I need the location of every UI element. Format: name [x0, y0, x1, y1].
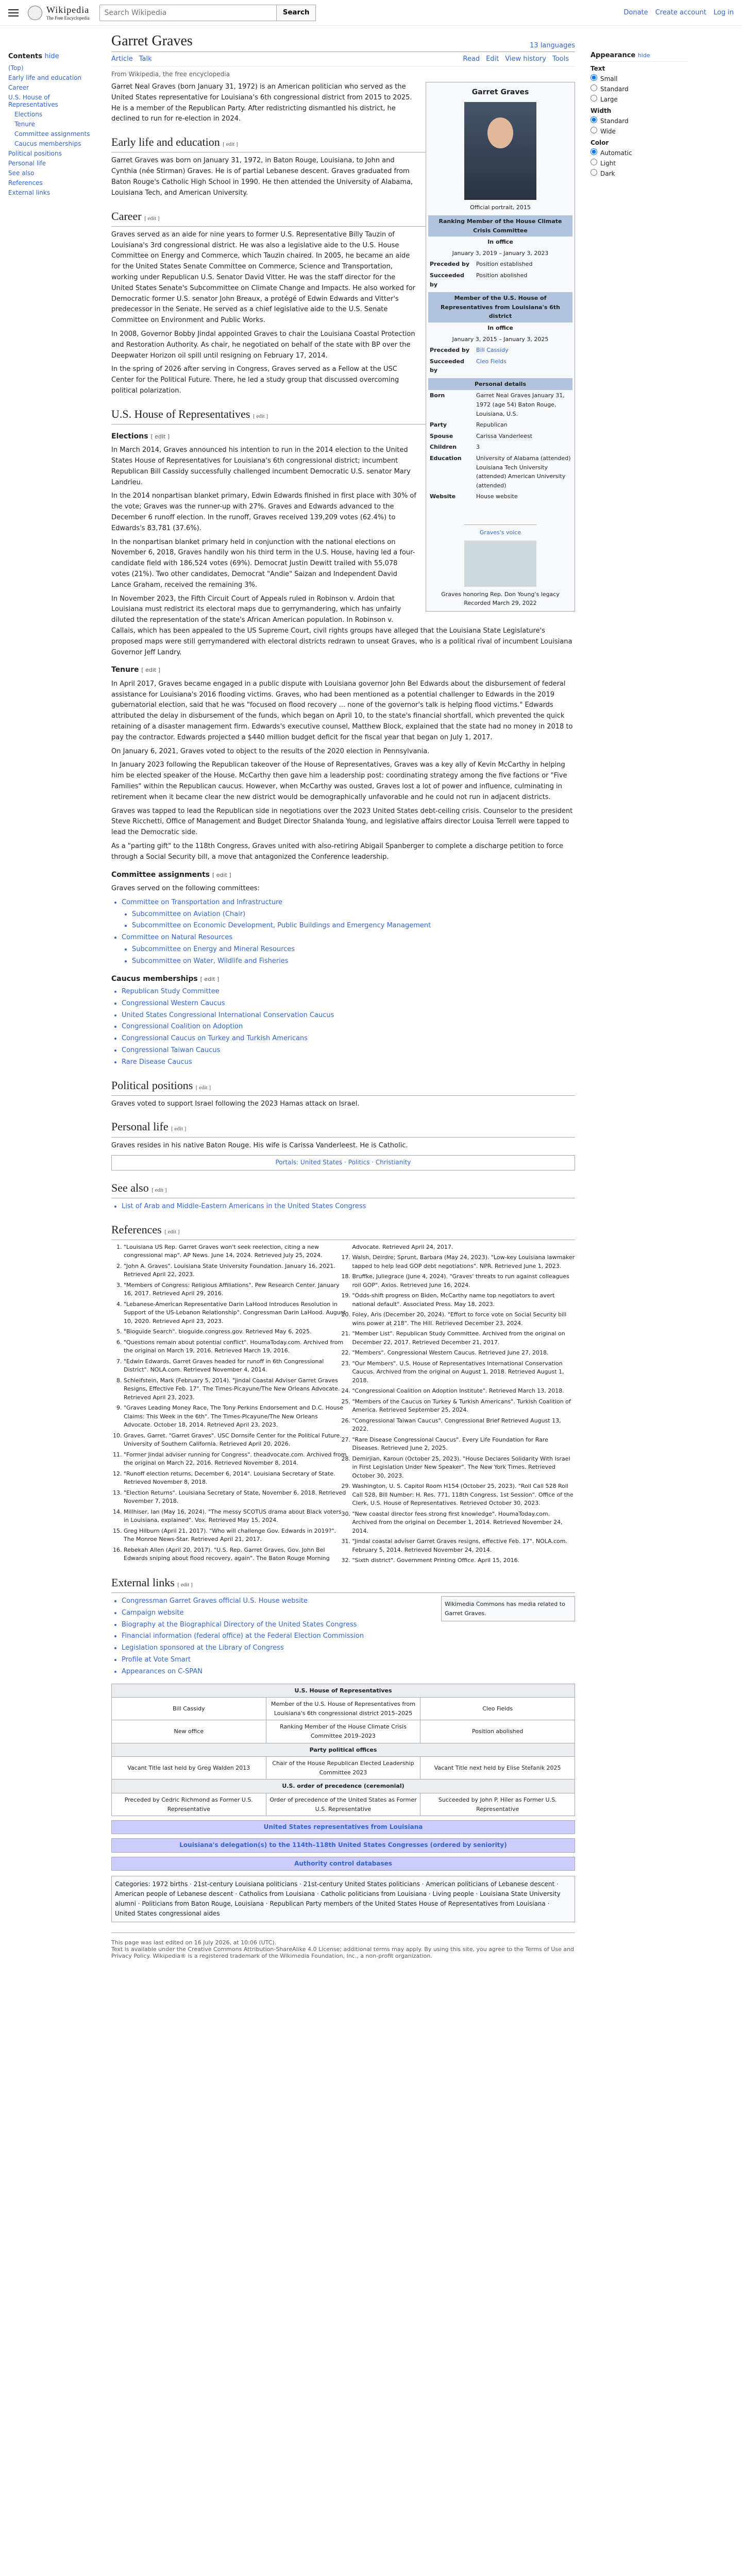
signature [464, 504, 536, 525]
radio-button[interactable] [591, 84, 597, 91]
reference-item: 16. Rebekah Allen (April 20, 2017). "U.S. Rep. Garret Graves, Gov. John Bel Edwards sniping about flood recovery, again". The Baton Rouge Morning Advocate. Retrieved April 24, 2017. [124, 1243, 575, 1565]
navbox [111, 1838, 575, 1852]
reference-item: 25. "Members of the Caucus on Turkey & Turkish Americans". Turkish Coalition of America. Retrieved September 25, 2024. [352, 1398, 576, 1415]
tab[interactable]: Edit [486, 55, 499, 63]
tagline-from: From Wikipedia, the free encyclopedia [111, 71, 230, 78]
infobox-value: Carissa Vanderleest [476, 432, 532, 439]
language-button[interactable]: 13 languages [530, 42, 575, 49]
top-link[interactable]: Donate [623, 9, 648, 16]
toc-item[interactable]: Political positions [8, 150, 62, 157]
appearance-option[interactable] [591, 116, 688, 125]
commons-box[interactable]: Wikimedia Commons has media related to Garret Graves. [441, 1596, 575, 1621]
toc-item[interactable]: Committee assignments [14, 130, 90, 138]
personal-tools [623, 9, 734, 16]
option-label: Large [600, 96, 618, 103]
infobox-value: House website [476, 493, 518, 500]
toc-item[interactable]: Early life and education [8, 74, 82, 81]
reference-item: 29. Washington, U. S. Capitol Room H154 (October 25, 2023). "Roll Call 528 Roll Call 528, Bill Number: H. Res. 771, 118th Congress, 1st Session". Office of the Clerk, U.S. House of Representatives. Retrieved October 30, 2023. [352, 1482, 576, 1508]
toc-item[interactable]: Personal life [8, 160, 46, 167]
search-button[interactable]: Search [276, 5, 316, 21]
tab[interactable]: Talk [139, 55, 152, 63]
reference-item: 6. "Questions remain about potential conflict". HoumaToday.com. Archived from the original on March 19, 2016. Retrieved March 19, 2016. [124, 1338, 347, 1355]
reference-item: 1. "Louisiana US Rep. Garret Graves won't seek reelection, citing a new congressional map". AP News. June 14, 2024. Retrieved July 25, 2024. [124, 1243, 347, 1260]
tab[interactable]: Read [463, 55, 480, 63]
portrait-image[interactable] [464, 102, 536, 200]
search-input[interactable] [100, 5, 276, 21]
reference-item: 10. Graves, Garret. "Garret Graves". USC Dornsife Center for the Political Future. University of Southern California. Retrieved April 20, 2026. [124, 1432, 347, 1449]
menu-icon[interactable] [8, 9, 19, 16]
portrait-caption: Official portrait, 2015 [470, 204, 531, 211]
reference-item: 21. "Member List". Republican Study Committee. Archived from the original on December 22, 2017. Retrieved December 21, 2017. [352, 1330, 576, 1347]
infobox-key: Website [430, 493, 456, 500]
intro: Garret Neal Graves (born January 31, 1972) is an American politician who served as the United States representative for Louisiana's 6th congressional district from 2015 to 2025. He is a member of the Republican Party. After redistricting dismantled his district, he declined to run for re-election in 2024. [111, 83, 412, 123]
reference-item: 15. Greg Hilburn (April 21, 2017). "Who will challenge Gov. Edwards in 2019?". The Monroe News-Star. Retrieved April 21, 2017. [124, 1527, 347, 1544]
reference-item: 30. "New coastal director fees strong first knowledge". HoumaToday.com. Archived from the original on December 1, 2014. Retrieved November 24, 2014. [352, 1510, 576, 1536]
navbox [111, 1857, 575, 1871]
tab[interactable]: Tools [552, 55, 569, 63]
toc-item[interactable]: External links [8, 189, 50, 196]
logo[interactable] [28, 5, 89, 21]
external-link[interactable]: • Legislation sponsored at the Library of Congress [122, 1643, 575, 1654]
external-link[interactable]: • Congressman Garret Graves official U.S. House website [122, 1596, 575, 1607]
tagline: The Free Encyclopedia [46, 15, 90, 21]
reference-item: 22. "Members". Congressional Western Caucus. Retrieved June 27, 2018. [352, 1349, 576, 1358]
toc-item[interactable]: See also [8, 170, 35, 177]
reference-item: 5. "Bioguide Search". bioguide.congress.gov. Retrieved May 6, 2025. [124, 1328, 347, 1336]
office-1[interactable]: Ranking Member of the House Climate Crisis Committee [428, 215, 572, 236]
caucus-item[interactable]: • Congressional Caucus on Turkey and Turkish Americans [122, 1033, 575, 1044]
committee-item[interactable]: • Subcommittee on Aviation (Chair) [132, 909, 575, 920]
tab[interactable]: View history [505, 55, 546, 63]
reference-item: 19. "Odds-shift progress on Biden, McCarthy name top negotiators to avert national default". Associated Press. May 18, 2023. [352, 1292, 576, 1309]
navbox-title[interactable]: Louisiana's delegation(s) to the 114th–118th United States Congresses (ordered by seniority) [112, 1839, 575, 1852]
caucus-item[interactable]: • Congressional Western Caucus [122, 998, 575, 1009]
caucus-item[interactable]: • Congressional Taiwan Caucus [122, 1045, 575, 1056]
toc-item[interactable]: References [8, 179, 43, 187]
office-2[interactable]: Member of the U.S. House of Representatives from Louisiana's 6th district [428, 292, 572, 323]
toc-item[interactable]: Caucus memberships [14, 140, 81, 147]
option-label: Dark [600, 170, 615, 177]
top-link[interactable]: Create account [655, 9, 706, 16]
appearance-option[interactable] [591, 127, 688, 135]
reference-item: 2. "John A. Graves". Louisiana State University Foundation. January 16, 2021. Retrieved April 22, 2023. [124, 1262, 347, 1279]
radio-button[interactable] [591, 159, 597, 165]
infobox-value: Garret Neal Graves January 31, 1972 (age 54) Baton Rouge, Louisiana, U.S. [476, 392, 565, 417]
table-of-contents [8, 26, 101, 1965]
caucus-item[interactable]: • Congressional Coalition on Adoption [122, 1022, 575, 1032]
committee-item[interactable]: • Subcommittee on Economic Development, Public Buildings and Emergency Management [132, 921, 575, 931]
reference-item: 23. "Our Members". U.S. House of Representatives International Conservation Caucus. Archived from the original on August 1, 2018. Retrieved August 1, 2018. [352, 1360, 576, 1385]
infobox-key: Education [430, 455, 462, 462]
reference-item: 12. "Runoff election returns, December 6, 2014". Louisiana Secretary of State. Retrieved November 8, 2018. [124, 1470, 347, 1487]
reference-item: 7. "Edwin Edwards, Garret Graves headed for runoff in 6th Congressional District". NOLA.com. Retrieved November 4, 2014. [124, 1358, 347, 1375]
external-link[interactable]: • Financial information (federal office) at the Federal Election Commission [122, 1631, 575, 1642]
reference-item: 9. "Graves Leading Money Race, The Tony Perkins Endorsement and D.C. House Claims: This Week in the 6th". The Times-Picayune/The New Orleans Advocate. October 18, 2014. Retrieved April 23, 2023. [124, 1404, 347, 1430]
reference-item: 11. "Former Jindal adviser running for Congress". theadvocate.com. Archived from the original on March 22, 2016. Retrieved November 8, 2014. [124, 1451, 347, 1468]
header [0, 0, 742, 26]
references-list [111, 1243, 575, 1565]
tab[interactable]: Article [111, 55, 133, 63]
search-box [99, 5, 316, 21]
external-link[interactable]: • Profile at Vote Smart [122, 1655, 575, 1666]
appearance-option[interactable] [591, 95, 688, 103]
reference-item: 18. Bruffke, Juliegrace (June 4, 2024). "Graves' threats to run against colleagues roil GOP". Axios. Retrieved June 16, 2024. [352, 1273, 576, 1290]
radio-button[interactable] [591, 169, 597, 176]
portals-bar[interactable]: Portals: United States · Politics · Christianity [111, 1155, 575, 1170]
option-label: Wide [600, 128, 616, 135]
external-link[interactable]: • Biography at the Biographical Directory of the United States Congress [122, 1620, 575, 1631]
infobox: Garret Graves Official portrait, 2015 Ranking Member of the House Climate Crisis Committee In office January 3, 2019 – January 3, 2023 Preceded by Position established Succeeded by Position abolished Member of the U.S. House of Representatives from Louisiana's 6th district In office January 3, 2015 – January 3, 2025 Preceded by Bill Cassidy Succeeded by Cleo Fields Personal details Born Garret Neal Graves January 31, 1972 (age 54) Baton Rouge, Louisiana, U.S. Party Republican Spouse Carissa Vanderleest Children 3 Education University of Alabama (attended) Louisiana Tech University (attended) American University (attended) Website House website Graves's voice Graves honoring Rep. Don Young's legacy Recorded March 29, 2022 [426, 82, 575, 612]
caucus-item[interactable]: • United States Congressional International Conservation Caucus [122, 1010, 575, 1021]
succession-box: U.S. House of Representatives Bill Cassidy Member of the U.S. House of Representatives from Louisiana's 6th congressional district 2015–2025 Cleo Fields New office Ranking Member of the House Climate Crisis Committee 2019–2023 Position abolished Party political offices Vacant Title last held by Greg Walden 2013 Chair of the House Republican Elected Leadership Committee 2023 Vacant Title next held by Elise Stefanik 2025 U.S. order of precedence (ceremonial) Preceded by Cedric Richmond as Former U.S. Representative Order of precedence of the United States as Former U.S. Representative Succeeded by John P. Hiler as Former U.S. Representative [111, 1684, 575, 1817]
committee-item[interactable]: • Committee on Transportation and Infrastructure [122, 897, 575, 908]
appearance-option[interactable] [591, 74, 688, 82]
radio-button[interactable] [591, 95, 597, 101]
appearance-option[interactable] [591, 148, 688, 157]
radio-button[interactable] [591, 116, 597, 123]
infobox-key: Party [430, 421, 447, 429]
footer: This page was last edited on 16 July 2026, at 10:06 (UTC). Text is available under the Creative Commons Attribution-ShareAlike 4.0 License; additional terms may apply. By using this site, you agree to the Terms of Use and Privacy Policy. Wikipedia® is a registered trademark of the Wikimedia Foundation, Inc., a non-profit organization. [111, 1933, 575, 1965]
categories[interactable]: Categories: 1972 births · 21st-century Louisiana politicians · 21st-century United States politicians · American politicians of Lebanese descent · American people of Lebanese descent · Catholics from Louisiana · Catholic politicians from Louisiana · Living people · Louisiana State University alumni · Politicians from Baton Rouge, Louisiana · Republican Party members of the United States House of Representatives from Louisiana · United States congressional aides [111, 1876, 575, 1923]
infobox-value: 3 [476, 444, 480, 451]
committee-item[interactable]: • Committee on Natural Resources [122, 933, 575, 943]
infobox-key: Children [430, 444, 457, 451]
navbox [111, 1820, 575, 1834]
reference-item: 26. "Congressional Taiwan Caucus". Congressional Brief Retrieved August 13, 2022. [352, 1417, 576, 1434]
page-title: Garret Graves [111, 33, 193, 49]
reference-item: 27. "Rare Disease Congressional Caucus". Every Life Foundation for Rare Diseases. Retrieved June 2, 2025. [352, 1436, 576, 1453]
committee-item[interactable]: • Subcommittee on Water, Wildlife and Fisheries [132, 956, 575, 967]
toc-title: Contents [8, 53, 42, 60]
infobox-value: Republican [476, 421, 508, 429]
reference-item: 31. "Jindal coastal adviser Garret Graves resigns, effective Feb. 17". NOLA.com. February 5, 2014. Retrieved November 24, 2014. [352, 1537, 576, 1554]
toc-item[interactable]: Elections [14, 111, 43, 118]
appearance-option[interactable] [591, 84, 688, 93]
appearance-panel: Appearance hide Text Small Standard Large Width Standard Wide Color Automatic Light Dark [591, 26, 688, 1965]
infobox-title: Garret Graves [471, 88, 529, 96]
caucus-item[interactable]: • Republican Study Committee [122, 987, 575, 997]
caucus-item[interactable]: • Rare Disease Caucus [122, 1057, 575, 1068]
reference-item: 14. Millhiser, Ian (May 16, 2024). "The messy SCOTUS drama about Black voters in Louisiana, explained". Vox. Retrieved May 15, 2024. [124, 1508, 347, 1525]
appearance-option[interactable] [591, 159, 688, 167]
option-label: Standard [600, 117, 629, 125]
main-content: Garret Graves 13 languages Article Talk Read Edit View history Tools From Wikipedia, the free encyclopedia Garret Graves Official portrait, 2015 Ranking Member of the House Climate Crisis Committee In office January 3, 2019 – January 3, 2023 Preceded by Position established Succeeded by Position abolished Member of the U.S. House of Representatives from Louisiana's 6th district In office January 3, 2015 – January 3, 2025 Preceded by Bill Cassidy Succeeded by Cleo Fields Personal details Born Garret Neal Graves January 31, 1972 (age 54) Baton Rouge, Louisiana, U.S. Party Republican Spouse Carissa Vanderleest Children 3 Education University of Alabama (attended) Louisiana Tech University (attended) American University (attended) Website House website Graves's voice Graves honoring Rep. Don Young's legacy Recorded March 29, 2022 Garret Neal Graves (born January 31, 1972) is an American politician who served as the United States representative for Louisiana's 6th congressional district from 2015 to 2025. He is a member of the Republican Party. After redistricting dismantled his district, he declined to run for re-election in 2024. Early life and education [ edit ] Garret Graves was born on January 31, 1972, in Baton Rouge, Louisiana, to John and Cynthia (née Stirman) Graves. He is of partial Lebanese descent. Graves graduated from Baton Rouge's Catholic High School in 1990. He then attended the University of Alabama, Louisiana Tech, and American University. Career [ edit ] Graves served as an aide for nine years to former U.S. Representative Billy Tauzin of Louisiana's 3rd congressional district. He was also a legislative aide to the U.S. House Committee on Energy and Commerce, which Tauzin chaired. In 2005, he became an aide for the United States Senate Committee on Commerce, Science and Transportation, working under Republican U.S. Senator David Vitter. He was the staff director for the United States Senate's Subcommittee on Climate Change and Impacts. He also worked for Democratic former U.S. senator John Breaux, a protégé of Edwin Edwards and Vitter's predecessor in the Senate. He served as a chief legislative aide to the U.S. Senate Committee on Environment and Public Works. In 2008, Governor Bobby Jindal appointed Graves to chair the Louisiana Coastal Protection and Restoration Authority. As chair, he negotiated on behalf of the state with BP over the Deepwater Horizon oil spill until resigning on February 17, 2014. In the spring of 2026 after serving in Congress, Graves served as a Fellow at the USC Center for the Political Future. There, he led a study group that discussed overcoming political polarization. U.S. House of Representatives [ edit ] Elections [ edit ] In March 2014, Graves announced his intention to run in the 2014 election to the United States House of Representatives for Louisiana's 6th congressional district; incumbent Republican Bill Cassidy successfully challenged incumbent Democratic U.S. senator Mary Landrieu. In the 2014 nonpartisan blanket primary, Edwin Edwards finished in first place with 30% of the vote; Graves was the runner-up with 27%. Graves and Edwards advanced to the December 6 runoff election. In the runoff, Graves received 139,209 votes (62.4%) to Edwards's 83,781 (37.6%). In the nonpartisan blanket primary held in conjunction with the national elections on November 6, 2018, Graves handily won his third term in the U.S. House, having led a four-candidate field with 186,524 votes (69%). Democrat Justin Dewitt trailed with 55,078 votes (21%). Two other candidates, Democrat "Andie" Saizan and Independent David Lance Graham, received the remaining 3%. In November 2023, the Fifth Circuit Court of Appeals ruled in Robinson v. Ardoin that Louisiana must redistrict its electoral maps due to gerrymandering, which has unfairly diluted the representation of the state's African American population. In Robinson v. Callais, which has been appealed to the US Supreme Court, civil rights groups have alleged that the Louisiana State Legislature's proposed maps were still gerrymandered with electoral districts redrawn to unseat Graves, who is a political rival of incumbent Louisiana Governor Jeff Landry. Tenure [ edit ] In April 2017, Graves became engaged in a public dispute with Louisiana governor John Bel Edwards about the disbursement of federal assistance for Louisiana's 2016 flooding victims. Graves, who had been mentioned as a potential challenger to Edwards in the 2019 gubernatorial election, said that he was "focused on flood recovery ... none of the governor's talk is helping flood victims." Edwards attributed the delay in disbursement of the funds, which began on April 10, to the state's financial shortfall, which prevented the quick retaining of a disaster management firm. Edwards's executive counsel, Matthew Block, explained that the state had no money in 2018 to pay the contractor. Edwards projected a $440 million budget deficit for the fiscal year that began on July 1, 2017. On January 6, 2021, Graves voted to object to the results of the 2020 election in Pennsylvania. In January 2023 following the Republican takeover of the House of Representatives, Graves was a key ally of Kevin McCarthy in helping him be elected speaker of the House. McCarthy then gave him a leadership post: coordinating strategy among the five factions or "Five Families" within the Republican caucus. However, when McCarthy was ousted, Graves lost a lot of power and influence, culminating in retirement when it became clear the new district would be demographically unfavorable and he could not run in adjacent districts. Graves was tapped to lead the Republican side in negotiations over the 2023 United States debt-ceiling crisis. Counselor to the president Steve Ricchetti, Office of Management and Budget Director Shalanda Young, and legislative affairs director Louisa Terrell were tapped to lead the Democratic side. As a "parting gift" to the 118th Congress, Graves united with also-retiring Abigail Spanberger to complete a discharge petition to force through a Social Security bill, a move that antagonized the Conference leadership. Committee assignments [ edit ] Graves served on the following committees: • Committee on Transportation and Infrastructure • Subcommittee on Aviation (Chair) • Subcommittee on Economic Development, Public Buildings and Emergency Management • Committee on Natural Resources • Subcommittee on Energy and Mineral Resources • Subcommittee on Water, Wildlife and Fisheries Caucus memberships [ edit ] • Republican Study Committee • Congressional Western Caucus • United States Congressional International Conservation Caucus • Congressional Coalition on Adoption • Congressional Caucus on Turkey and Turkish Americans • Congressional Taiwan Caucus • Rare Disease Caucus Political positions [ edit ] Graves voted to support Israel following the 2023 Hamas attack on Israel. Personal life [ edit ] Graves resides in his native Baton Rouge. His wife is Carissa Vanderleest. He is Catholic. Portals: United States · Politics · Christianity See also [ edit ] • List of Arab and Middle-Eastern Americans in the United States Congress References [ edit ] 1. "Louisiana US Rep. Garret Graves won't seek reelection, citing a new congressional map". AP News. June 14, 2024. Retrieved July 25, 2024. 2. "John A. Graves". Louisiana State University Foundation. January 16, 2021. Retrieved April 22, 2023. 3. "Members of Congress: Religious Affiliations". Pew Research Center. January 16, 2017. Retrieved April 29, 2016. 4. "Lebanese-American Representative Darin LaHood Introduces Resolution in Support of the US-Lebanon Relationship". Congressman Darin LaHood. August 10, 2020. Retrieved April 23, 2023. 5. "Bioguide Search". bioguide.congress.gov. Retrieved May 6, 2025. 6. "Questions remain about potential conflict". HoumaToday.com. Archived from the original on March 19, 2016. Retrieved March 19, 2016. 7. "Edwin Edwards, Garret Graves headed for runoff in 6th Congressional District". NOLA.com. Retrieved November 4, 2014. 8. Schleifstein, Mark (February 5, 2014). "Jindal Coastal Adviser Garret Graves Resigns, Effective Feb. 17". The Times-Picayune/The New Orleans Advocate. Retrieved April 23, 2023. 9. "Graves Leading Money Race, The Tony Perkins Endorsement and D.C. House Claims: This Week in the 6th". The Times-Picayune/The New Orleans Advocate. October 18, 2014. Retrieved April 23, 2023. 10. Graves, Garret. "Garret Graves". USC Dornsife Center for the Political Future. University of Southern California. Retrieved April 20, 2026. 11. "Former Jindal adviser running for Congress". theadvocate.com. Archived from the original on March 22, 2016. Retrieved November 8, 2014. 12. "Runoff election returns, December 6, 2014". Louisiana Secretary of State. Retrieved November 8, 2018. 13. "Election Returns". Louisiana Secretary of State, November 6, 2018. Retrieved November 7, 2018. 14. Millhiser, Ian (May 16, 2024). "The messy SCOTUS drama about Black voters in Louisiana, explained". Vox. Retrieved May 15, 2024. 15. Greg Hilburn (April 21, 2017). "Who will challenge Gov. Edwards in 2019?". The Monroe News-Star. Retrieved April 21, 2017. 16. Rebekah Allen (April 20, 2017). "U.S. Rep. Garret Graves, Gov. John Bel Edwards sniping about flood recovery, again". The Baton Rouge Morning Advocate. Retrieved April 24, 2017. 17. Walsh, Deirdre; Sprunt, Barbara (May 24, 2023). "Low-key Louisiana lawmaker tapped to help lead GOP debt negotiations". NPR. Retrieved June 1, 2023. 18. Bruffke, Juliegrace (June 4, 2024). "Graves' threats to run against colleagues roil GOP". Axios. Retrieved June 16, 2024. 19. "Odds-shift progress on Biden, McCarthy name top negotiators to avert national default". Associated Press. May 18, 2023. 20. Foley, Aris (December 20, 2024). "Effort to force vote on Social Security bill wins power at 218". The Hill. Retrieved December 23, 2024. 21. "Member List". Republican Study Committee. Archived from the original on December 22, 2017. Retrieved December 21, 2017. 22. "Members". Congressional Western Caucus. Retrieved June 27, 2018. 23. "Our Members". U.S. House of Representatives International Conservation Caucus. Archived from the original on August 1, 2018. Retrieved August 1, 2018. 24. "Congressional Coalition on Adoption Institute". Retrieved March 13, 2018. 25. "Members of the Caucus on Turkey & Turkish Americans". Turkish Coalition of America. Retrieved September 25, 2024. 26. "Congressional Taiwan Caucus". Congressional Brief Retrieved August 13, 2022. 27. "Rare Disease Congressional Caucus". Every Life Foundation for Rare Diseases. Retrieved June 2, 2025. 28. Demirjian, Karoun (October 25, 2023). "House Declares Solidarity With Israel in First Legislation Under New Speaker". The New York Times. Retrieved October 30, 2023. 29. Washington, U. S. Capitol Room H154 (October 25, 2023). "Roll Call 528 Roll Call 528, Bill Number: H. Res. 771, 118th Congress, 1st Session". Office of the Clerk, U.S. House of Representatives. Retrieved October 30, 2023. 30. "New coastal director fees strong first knowledge". HoumaToday.com. Archived from the original on December 1, 2014. Retrieved November 24, 2014. 31. "Jindal coastal adviser Garret Graves resigns, effective Feb. 17". NOLA.com. February 5, 2014. Retrieved November 24, 2014. 32. "Sixth district". Government Printing Office. April 15, 2016. External links [ edit ] Wikimedia Commons has media related to Garret Graves. • Congressman Garret Graves official U.S. House website • Campaign website • Biography at the Biographical Directory of the United States Congress • Financial information (federal office) at the Federal Election Commission • Legislation sponsored at the Library of Congress • Profile at Vote Smart • Appearances on C-SPAN U.S. House of Representatives Bill Cassidy Member of the U.S. House of Representatives from Louisiana's 6th congressional district 2015–2025 Cleo Fields New office Ranking Member of the House Climate Crisis Committee 2019–2023 Position abolished Party political offices Vacant Title last held by Greg Walden 2013 Chair of the House Republican Elected Leadership Committee 2023 Vacant Title next held by Elise Stefanik 2025 U.S. order of precedence (ceremonial) Preceded by Cedric Richmond as Former U.S. Representative Order of precedence of the United States as Former U.S. Representative Succeeded by John P. Hiler as Former U.S. Representative United States representatives from Louisiana Louisiana's delegation(s) to the 114th–118th United States Congresses (ordered by seniority) Authority control databases Categories: 1972 births · 21st-century Louisiana politicians · 21st-century United States politicians · American politicians of Lebanese descent · American people of Lebanese descent · Catholics from Louisiana · Catholic politicians from Louisiana · Living people · Louisiana State University alumni · Politicians from Baton Rouge, Louisiana · Republican Party members of the United States House of Representatives from Louisiana · United States congressional aides This page was last edited on 16 July 2026, at 10:06 (UTC). Text is available under the Creative Commons Attribution-ShareAlike 4.0 License; additional terms may apply. By using this site, you agree to the Terms of Use and Privacy Policy. Wikipedia® is a registered trademark of the Wikimedia Foundation, Inc., a non-profit organization. [111, 26, 575, 1965]
reference-item: 4. "Lebanese-American Representative Darin LaHood Introduces Resolution in Support of the US-Lebanon Relationship". Congressman Darin LaHood. August 10, 2020. Retrieved April 23, 2023. [124, 1300, 347, 1326]
top-link[interactable]: Log in [713, 9, 734, 16]
reference-item: 8. Schleifstein, Mark (February 5, 2014). "Jindal Coastal Adviser Garret Graves Resigns, Effective Feb. 17". The Times-Picayune/The New Orleans Advocate. Retrieved April 23, 2023. [124, 1377, 347, 1402]
toc-item[interactable]: U.S. House of Representatives [8, 94, 58, 108]
external-link[interactable]: • Appearances on C-SPAN [122, 1667, 575, 1677]
reference-item: 32. "Sixth district". Government Printing Office. April 15, 2016. [352, 1556, 576, 1565]
navbox-title[interactable]: Authority control databases [112, 1857, 575, 1870]
radio-button[interactable] [591, 127, 597, 133]
wordmark: Wikipedia [46, 5, 90, 15]
option-label: Automatic [600, 149, 632, 157]
reference-item: 20. Foley, Aris (December 20, 2024). "Effort to force vote on Social Security bill wins power at 218". The Hill. Retrieved December 23, 2024. [352, 1311, 576, 1328]
toc-item[interactable]: Career [8, 84, 29, 91]
infobox-key: Spouse [430, 432, 453, 439]
toc-hide[interactable]: hide [44, 53, 59, 60]
committee-item[interactable]: • Subcommittee on Energy and Mineral Resources [132, 944, 575, 955]
reference-item: 17. Walsh, Deirdre; Sprunt, Barbara (May 24, 2023). "Low-key Louisiana lawmaker tapped to help lead GOP debt negotiations". NPR. Retrieved June 1, 2023. [352, 1253, 576, 1270]
option-label: Standard [600, 86, 629, 93]
radio-button[interactable] [591, 148, 597, 155]
reference-item: 28. Demirjian, Karoun (October 25, 2023). "House Declares Solidarity With Israel in First Legislation Under New Speaker". The New York Times. Retrieved October 30, 2023. [352, 1455, 576, 1481]
infobox-key: Born [430, 392, 445, 399]
appearance-option[interactable] [591, 169, 688, 177]
reference-item: 3. "Members of Congress: Religious Affiliations". Pew Research Center. January 16, 2017. Retrieved April 29, 2016. [124, 1281, 347, 1298]
infobox-value: University of Alabama (attended) Louisiana Tech University (attended) American University (attended) [476, 455, 571, 489]
option-label: Small [600, 75, 618, 82]
navbox-title[interactable]: United States representatives from Louisiana [112, 1821, 575, 1834]
audio-player[interactable] [464, 540, 536, 587]
toc-item[interactable]: Tenure [14, 121, 35, 128]
personal-details: Personal details [428, 378, 572, 391]
external-link[interactable]: • Campaign website [122, 1608, 575, 1619]
radio-button[interactable] [591, 74, 597, 81]
globe-icon [28, 6, 42, 20]
reference-item: 13. "Election Returns". Louisiana Secretary of State, November 6, 2018. Retrieved November 7, 2018. [124, 1489, 347, 1506]
option-label: Light [600, 160, 616, 167]
reference-item: 24. "Congressional Coalition on Adoption Institute". Retrieved March 13, 2018. [352, 1387, 576, 1396]
toc-item[interactable]: (Top) [8, 64, 24, 72]
